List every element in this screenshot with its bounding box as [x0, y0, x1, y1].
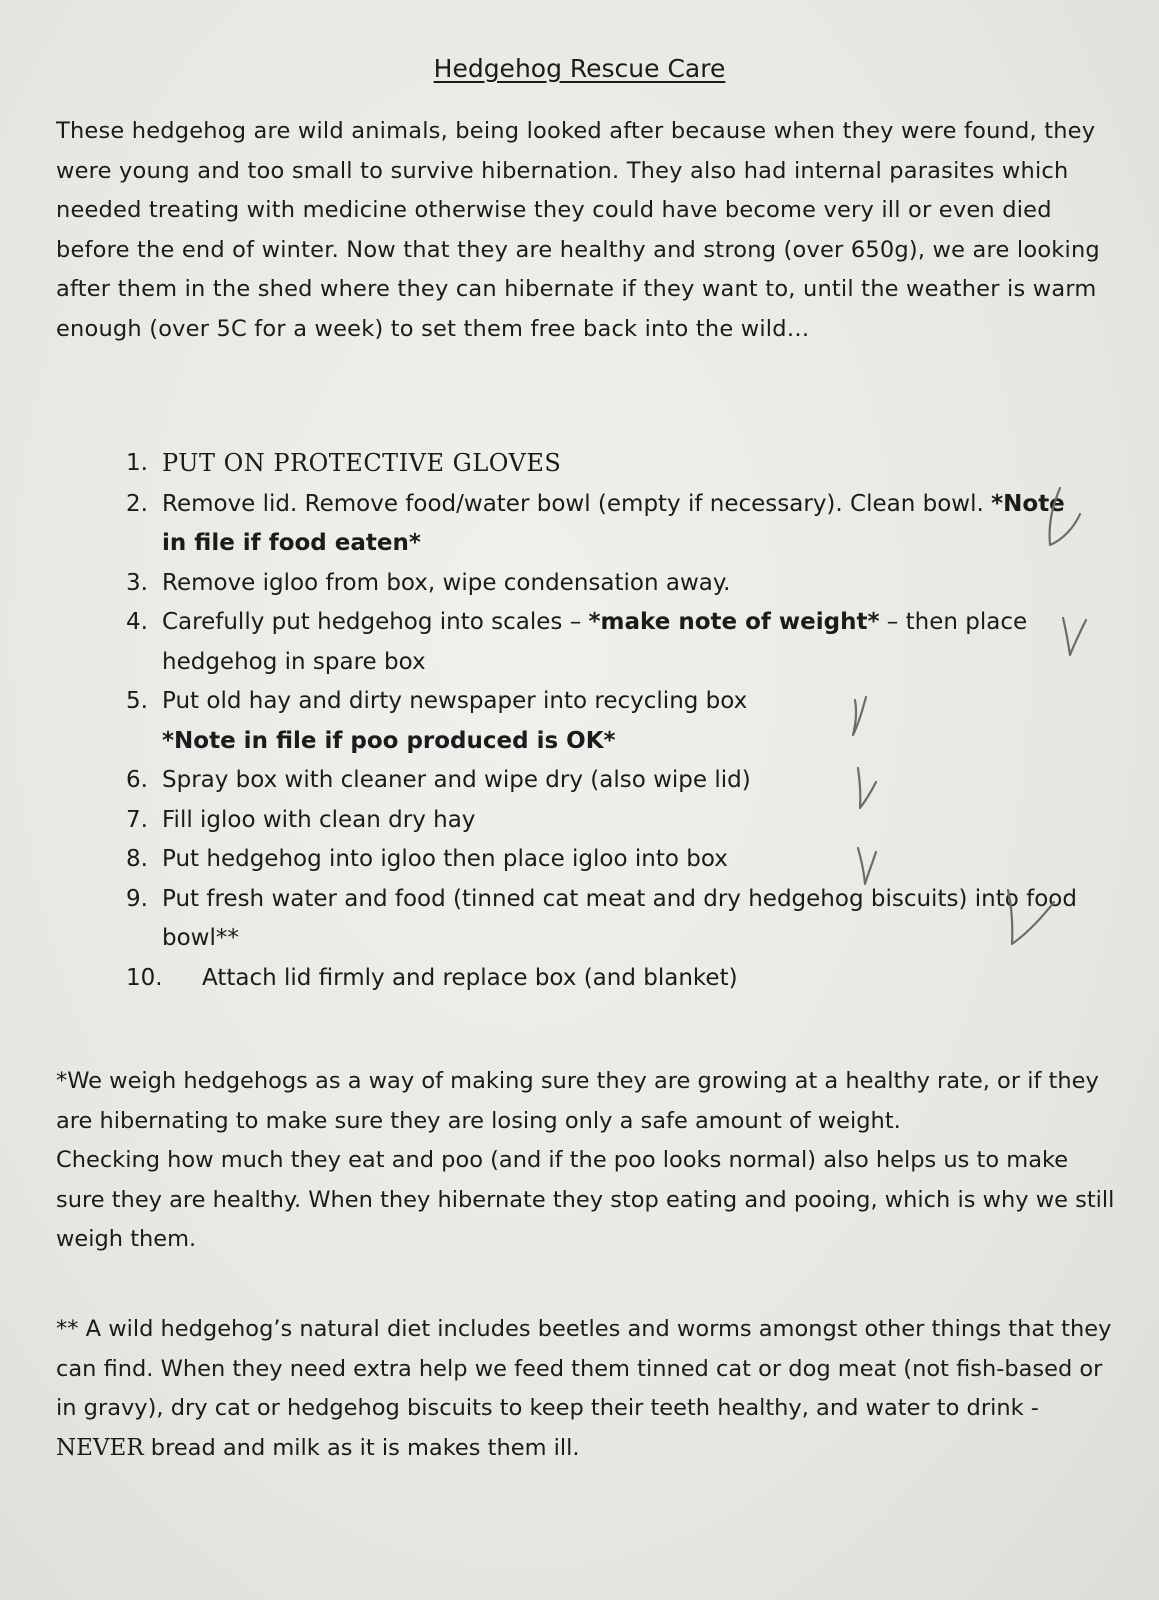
step-text: Fill igloo with clean dry hay	[162, 806, 476, 833]
step-number: 2.	[126, 490, 148, 517]
step-item	[120, 959, 1080, 999]
step-item	[120, 840, 1080, 880]
intro-paragraph: These hedgehog are wild animals, being looked after because when they were found, they were young and too small to survive hibernation. They also had internal parasites which needed treating with medicine otherwise they could have become very ill or even died before the end of winter. Now that they are healthy and strong (over 650g), we are looking after them in the shed where they can hibernate if they want to, until the weather is warm enough (over 5C for a week) to set them free back into the wild…	[56, 118, 1100, 342]
step-item	[120, 880, 1080, 959]
footnote-weight	[56, 1062, 1116, 1260]
step-text: Carefully put hedgehog into scales –	[162, 609, 589, 635]
step-item	[120, 801, 1080, 841]
step-text: Put hedgehog into igloo then place igloo into box	[162, 846, 728, 872]
step-item	[120, 485, 1080, 564]
step-note: *Note in file if food eaten*	[162, 490, 1065, 556]
diet-text-end: bread and milk as it is makes them ill.	[143, 1434, 580, 1461]
step-text: Remove lid. Remove food/water bowl (empty if necessary). Clean bowl.	[162, 490, 992, 517]
document-title: Hedgehog Rescue Care	[433, 54, 726, 83]
step-number: 9.	[126, 885, 148, 912]
step-number: 8.	[126, 846, 148, 872]
step-item	[120, 444, 1080, 485]
never-emphasis: NEVER	[56, 1434, 144, 1461]
step-text: PUT ON PROTECTIVE GLOVES	[162, 449, 562, 477]
footnote-diet	[56, 1310, 1116, 1468]
step-number: 5.	[126, 688, 148, 714]
footnote-paragraph: Checking how much they eat and poo (and if the poo looks normal) also helps us to make sure they are healthy. When they hibernate they stop eating and pooing, which is why we still weigh them.	[56, 1147, 1115, 1252]
step-text-after: – then place hedgehog in spare box	[162, 609, 1028, 675]
step-text: Put old hay and dirty newspaper into recycling box	[162, 688, 748, 714]
step-text: Spray box with cleaner and wipe dry (also wipe lid)	[162, 767, 751, 793]
step-text: Put fresh water and food (tinned cat meat and dry hedgehog biscuits) into food bowl**	[162, 885, 1077, 951]
step-item	[120, 564, 1080, 604]
step-text: Attach lid firmly and replace box (and blanket)	[202, 964, 738, 991]
step-number: 10.	[126, 964, 163, 991]
step-note: *make note of weight*	[588, 609, 880, 635]
step-number: 3.	[126, 569, 148, 596]
step-item	[120, 682, 1080, 761]
step-number: 1.	[126, 450, 148, 476]
diet-text: ** A wild hedgehog’s natural diet includes beetles and worms amongst other things that they can find. When they need extra help we feed them tinned cat or dog meat (not fish-based or in gravy), dry cat or hedgehog biscuits to keep their teeth healthy, and water to drink -	[56, 1316, 1112, 1421]
step-item	[120, 761, 1080, 801]
step-number: 6.	[126, 767, 148, 793]
step-text: Remove igloo from box, wipe condensation away.	[162, 569, 731, 596]
step-item	[120, 603, 1080, 682]
step-note: *Note in file if poo produced is OK*	[162, 727, 616, 754]
footnote-paragraph: *We weigh hedgehogs as a way of making sure they are growing at a healthy rate, or if they are hibernating to make sure they are losing only a safe amount of weight.	[56, 1068, 1099, 1134]
care-steps-list	[120, 444, 1080, 998]
step-number: 4.	[126, 609, 148, 635]
step-number: 7.	[126, 806, 148, 833]
